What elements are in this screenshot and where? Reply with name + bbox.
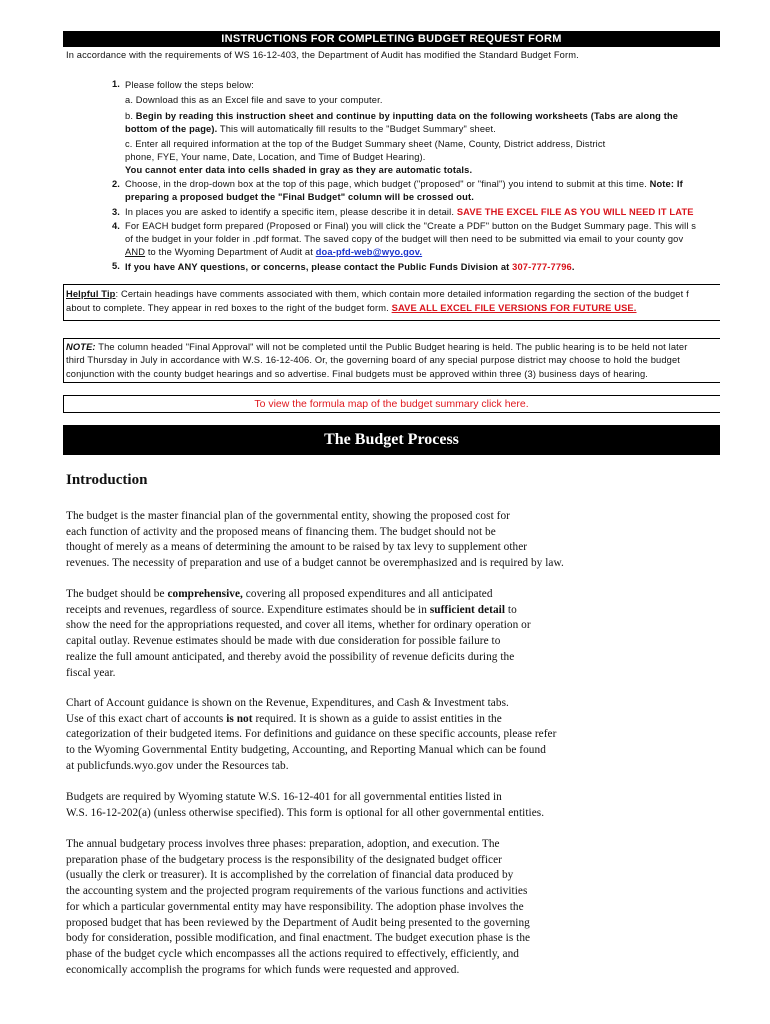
step-1b-line1: b. Begin by reading this instruction sheet and continue by inputting data on the following worksheets (Tabs are along the	[125, 111, 679, 121]
paragraph-4-line: W.S. 16-12-202(a) (unless otherwise specified). This form is optional for all other governmental entities.	[66, 806, 545, 819]
paragraph-4	[66, 790, 706, 821]
step-1b-line2: bottom of the page). This will automatically fill results to the "Budget Summary" sheet.	[125, 124, 496, 134]
paragraph-5-line: the accounting system and the projected program requirements of the various functions and activities	[66, 885, 528, 898]
note-line-1: NOTE: The column headed "Final Approval" will not be completed until the Public Budget hearing is held. The public hearing is to be held not later	[66, 342, 688, 352]
paragraph-1-line: thought of merely as a means of determining the amount to be raised by tax levy to supplement other	[66, 541, 528, 554]
note-line-2: third Thursday in July in accordance with W.S. 16-12-406. Or, the governing board of any special purpose district may choose to hold the budget	[66, 355, 681, 365]
paragraph-1-line: each function of activity and the proposed means of financing them. The budget should not be	[66, 525, 496, 538]
step-2-line1: Choose, in the drop-down box at the top of this page, which budget ("proposed" or "final") you intend to submit at this time. Note: If	[125, 179, 683, 189]
note-label: NOTE:	[66, 342, 96, 352]
paragraph-5-line: economically accomplish the programs for which funds were requested and approved.	[66, 963, 460, 976]
paragraph-5-line: phase of the budget cycle which encompasses all the actions required to effectively, efficiently, and	[66, 947, 519, 960]
paragraph-2-line: realize the full amount anticipated, and thereby avoid the possibility of revenue deficits during the	[66, 650, 515, 663]
tip-line-2: about to complete. They appear in red boxes to the right of the budget form. SAVE ALL EXCEL FILE VERSIONS FOR FUTURE USE.	[66, 303, 637, 313]
paragraph-3-line: to the Wyoming Governmental Entity budgeting, Accounting, and Reporting Manual which can be found	[66, 744, 546, 757]
steps-list	[0, 0, 770, 280]
paragraph-2-line: show the need for the appropriations requested, and cover all items, whether for ordinary operation or	[66, 619, 531, 632]
paragraph-5-line: preparation phase of the budgetary process is the responsibility of the designated budget officer	[66, 853, 502, 866]
step-1-text: Please follow the steps below:	[125, 80, 255, 90]
paragraph-5-line: (usually the clerk or treasurer). It is accomplished by the correlation of financial data produced by	[66, 869, 514, 882]
step-2-line2: preparing a proposed budget the "Final Budget" column will be crossed out.	[125, 192, 474, 202]
paragraph-2-line: fiscal year.	[66, 666, 116, 679]
phone-number: 307-777-7796	[512, 262, 572, 272]
note-box-left-border	[63, 338, 64, 382]
tip-box-bottom-border	[63, 320, 720, 321]
step-number-2: 2.	[111, 179, 120, 189]
tip-line-1: Helpful Tip: Certain headings have comments associated with them, which contain more detailed information regarding the section of the budget f	[66, 289, 689, 299]
step-1c-line1: c. Enter all required information at the top of the Budget Summary sheet (Name, County, District address, District	[125, 139, 606, 149]
paragraph-5-line: The annual budgetary process involves three phases: preparation, adoption, and execution. The	[66, 838, 500, 850]
paragraph-5-line: for which a particular governmental entity may have responsibility. The adoption phase involves the	[66, 900, 524, 913]
map-box-top-border	[63, 395, 720, 396]
budget-process-heading: The Budget Process	[63, 425, 720, 455]
introduction-heading: Introduction	[66, 472, 148, 488]
paragraph-5	[66, 837, 706, 978]
paragraph-1-line: revenues. The necessity of preparation and use of a budget cannot be overemphasized and is required by law.	[66, 557, 564, 570]
step-1c-line2: phone, FYE, Your name, Date, Location, and Time of Budget Hearing).	[125, 152, 426, 162]
paragraph-1	[66, 509, 706, 572]
step-1a-text: a. Download this as an Excel file and save to your computer.	[125, 95, 383, 105]
paragraph-4-line: Budgets are required by Wyoming statute W.S. 16-12-401 for all governmental entities listed in	[66, 791, 502, 803]
step-number-4: 4.	[111, 221, 120, 231]
paragraph-2-line: capital outlay. Revenue estimates should be made with due consideration for possible failure to	[66, 635, 501, 648]
paragraph-3	[66, 696, 706, 775]
note-box-bottom-border	[63, 382, 720, 383]
step-4-line2: of the budget in your folder in .pdf format. The saved copy of the budget will then need to be submitted via email to your county gov	[125, 234, 684, 244]
paragraph-2-line: The budget should be comprehensive, covering all proposed expenditures and all anticipated	[66, 588, 493, 600]
step-5-text: If you have ANY questions, or concerns, please contact the Public Funds Division at 307-777-7796.	[125, 262, 575, 272]
step-number-5: 5.	[111, 261, 120, 271]
paragraph-1-line: The budget is the master financial plan of the governmental entity, showing the proposed cost for	[66, 510, 510, 522]
map-box-bottom-border	[63, 412, 720, 413]
paragraph-3-line: at publicfunds.wyo.gov under the Resources tab.	[66, 759, 289, 772]
paragraph-5-line: body for consideration, possible modification, and final enactment. The budget execution phase is the	[66, 932, 531, 945]
paragraph-5-line: proposed budget that has been reviewed by the Department of Audit being presented to the governing	[66, 916, 530, 929]
tip-box-left-border	[63, 284, 64, 320]
formula-map-link[interactable]: To view the formula map of the budget summary click here.	[254, 398, 529, 410]
form-title: INSTRUCTIONS FOR COMPLETING BUDGET REQUEST FORM	[63, 31, 720, 47]
audit-email-link[interactable]: doa-pfd-web@wyo.gov.	[315, 247, 423, 257]
step-number-3: 3.	[111, 207, 120, 217]
paragraph-2	[66, 587, 706, 681]
paragraph-3-line: Use of this exact chart of accounts is not required. It is shown as a guide to assist entities in the	[66, 712, 502, 725]
paragraph-2-line: receipts and revenues, regardless of source. Expenditure estimates should be in sufficient detail to	[66, 603, 517, 616]
helpful-tip-label: Helpful Tip	[66, 289, 116, 299]
step-4-line1: For EACH budget form prepared (Proposed or Final) you will click the "Create a PDF" button on the Budget Summary page. This will s	[125, 221, 697, 231]
step-1c-line3: You cannot enter data into cells shaded in gray as they are automatic totals.	[125, 165, 473, 175]
step-4-line3: AND to the Wyoming Department of Audit at doa-pfd-web@wyo.gov.	[125, 247, 423, 257]
tip-box-top-border	[63, 284, 720, 285]
paragraph-3-line: Chart of Account guidance is shown on the Revenue, Expenditures, and Cash & Investment tabs.	[66, 697, 509, 709]
note-box-top-border	[63, 338, 720, 339]
step-number-1: 1.	[111, 79, 120, 89]
intro-text: In accordance with the requirements of WS 16-12-403, the Department of Audit has modified the Standard Budget Form.	[66, 50, 579, 60]
paragraph-3-line: categorization of their budgeted items. For definitions and guidance on these specific accounts, please refer	[66, 728, 557, 741]
note-line-3: conjunction with the county budget hearings and so advertise. Final budgets must be approved within three (3) business days of hearing.	[66, 369, 649, 379]
step-3-text: In places you are asked to identify a specific item, please describe it in detail. SAVE THE EXCEL FILE AS YOU WILL NEED IT LATE	[125, 207, 694, 217]
